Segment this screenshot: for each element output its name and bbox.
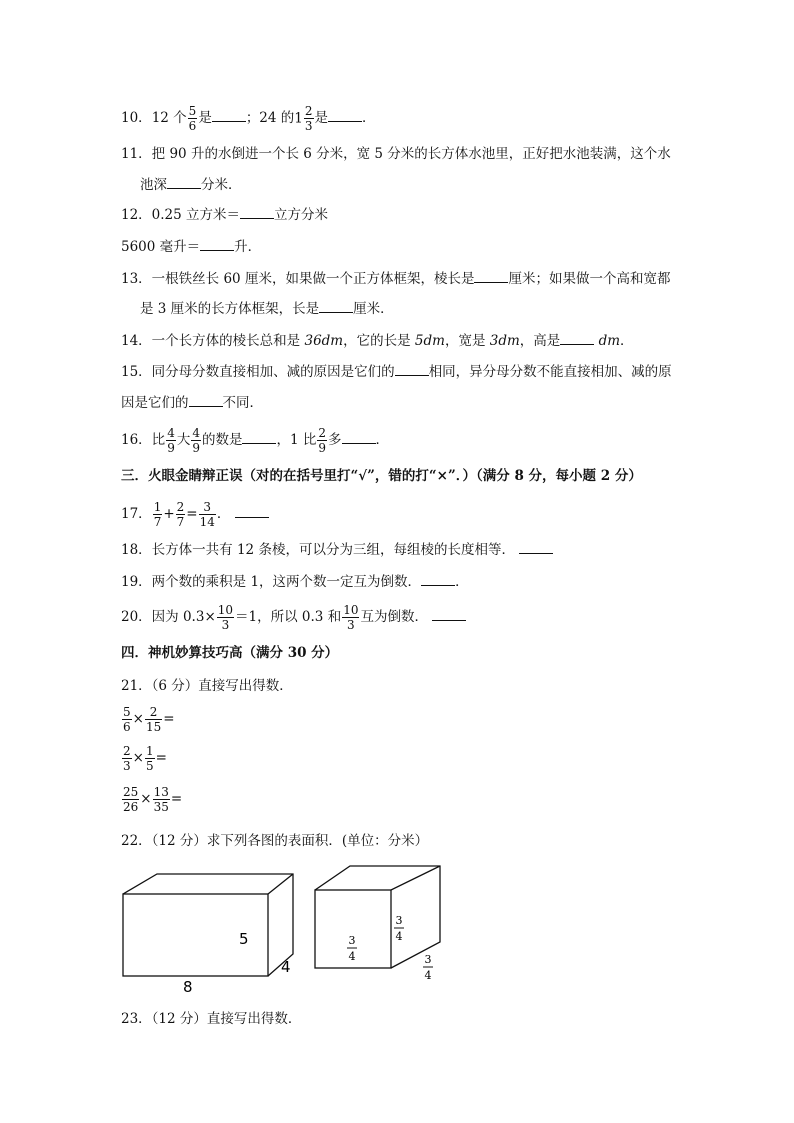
answer-blank[interactable] <box>474 270 508 283</box>
calc-item: $\frac{25}{26}$ × $\frac{13}{35}$ = <box>123 785 183 814</box>
fraction: $\frac{2}{3}$ <box>304 104 313 133</box>
question-12-line2: 5600 毫升＝ 升． <box>121 239 262 255</box>
answer-blank[interactable] <box>421 573 455 586</box>
question-12: 12．0.25 立方米＝ 立方分米 <box>121 207 329 223</box>
answer-blank[interactable] <box>200 238 234 251</box>
question-11-line2: 池深 分米． <box>140 177 242 193</box>
cube-front-denominator: 4 <box>348 950 356 963</box>
question-13: 13．一根铁丝长 60 厘米，如果做一个正方体框架，棱长是 厘米；如果做一个高和宽都 <box>121 271 671 287</box>
question-10: 10．12 个 $\frac{5}{6}$ 是 ；24 的1 $\frac{2}{3}$ 是 ． <box>121 104 376 133</box>
question-16: 16．比 $\frac{4}{9}$ 大 $\frac{4}{9}$ 的数是 ，1 比 $\frac{2}{9}$ 多 ． <box>121 426 389 455</box>
answer-blank[interactable] <box>240 206 274 219</box>
answer-blank[interactable] <box>189 394 223 407</box>
cube-figure <box>310 862 450 988</box>
answer-blank[interactable] <box>242 431 276 444</box>
answer-blank[interactable] <box>519 541 553 554</box>
question-20: 20．因为 0.3× $\frac{10}{3}$ ＝1，所以 0.3 和 $\frac{10}{3}$ 互为倒数． <box>121 604 466 631</box>
cube-edge-numerator: 3 <box>395 914 403 927</box>
answer-blank[interactable] <box>395 363 429 376</box>
cuboid-length-label: 8 <box>183 978 193 996</box>
cuboid-height-label: 5 <box>239 930 249 948</box>
cube-depth-denominator: 4 <box>424 969 432 982</box>
question-15: 15．同分母分数直接相加、减的原因是它们的 相同，异分母分数不能直接相加、减的原 <box>121 364 672 380</box>
answer-blank[interactable] <box>432 608 466 621</box>
cuboid-width-label: 4 <box>281 958 291 976</box>
answer-blank[interactable] <box>212 109 246 122</box>
calc-item: $\frac{2}{3}$ × $\frac{1}{5}$ = <box>123 744 167 773</box>
answer-blank[interactable] <box>560 332 594 345</box>
question-15-line2: 因是它们的 不同． <box>121 395 263 411</box>
fraction: $\frac{5}{6}$ <box>188 104 197 133</box>
question-17: 17． $\frac{1}{7}$ + $\frac{2}{7}$ = $\frac{3}{14}$ ． <box>121 501 269 528</box>
question-11: 11．把 90 升的水倒进一个长 6 分米，宽 5 分米的长方体水池里，正好把水池装满，这个水 <box>121 146 671 162</box>
question-13-line2: 是 3 厘米的长方体框架，长是 厘米． <box>140 301 394 317</box>
answer-blank[interactable] <box>328 109 362 122</box>
answer-blank[interactable] <box>319 300 353 313</box>
calc-item: $\frac{5}{6}$ × $\frac{2}{15}$ = <box>123 705 175 734</box>
cube-depth-numerator: 3 <box>424 953 432 966</box>
section-3-heading: 三．火眼金睛辩正误（对的在括号里打“√”，错的打“×”．）（满分 8 分，每小题 2 分） <box>121 468 642 484</box>
answer-blank[interactable] <box>235 505 269 518</box>
question-18: 18．长方体一共有 12 条棱，可以分为三组，每组棱的长度相等． <box>121 540 553 560</box>
question-22: 22．（12 分）求下列各图的表面积．(单位：分米） <box>121 833 429 849</box>
section-4-heading: 四．神机妙算技巧高（满分 30 分） <box>121 645 339 661</box>
question-21: 21．（6 分）直接写出得数． <box>121 678 293 694</box>
cube-front-numerator: 3 <box>348 934 356 947</box>
question-23: 23．（12 分）直接写出得数． <box>121 1011 302 1027</box>
cuboid-figure <box>115 868 305 998</box>
question-14: 14．一个长方体的棱长总和是 36dm，它的长是 5dm，宽是 3dm，高是 dm． <box>121 333 634 349</box>
question-19: 19．两个数的乘积是 1，这两个数一定互为倒数． ． <box>121 574 469 590</box>
answer-blank[interactable] <box>167 176 201 189</box>
cube-edge-denominator: 4 <box>395 930 403 943</box>
answer-blank[interactable] <box>342 431 376 444</box>
